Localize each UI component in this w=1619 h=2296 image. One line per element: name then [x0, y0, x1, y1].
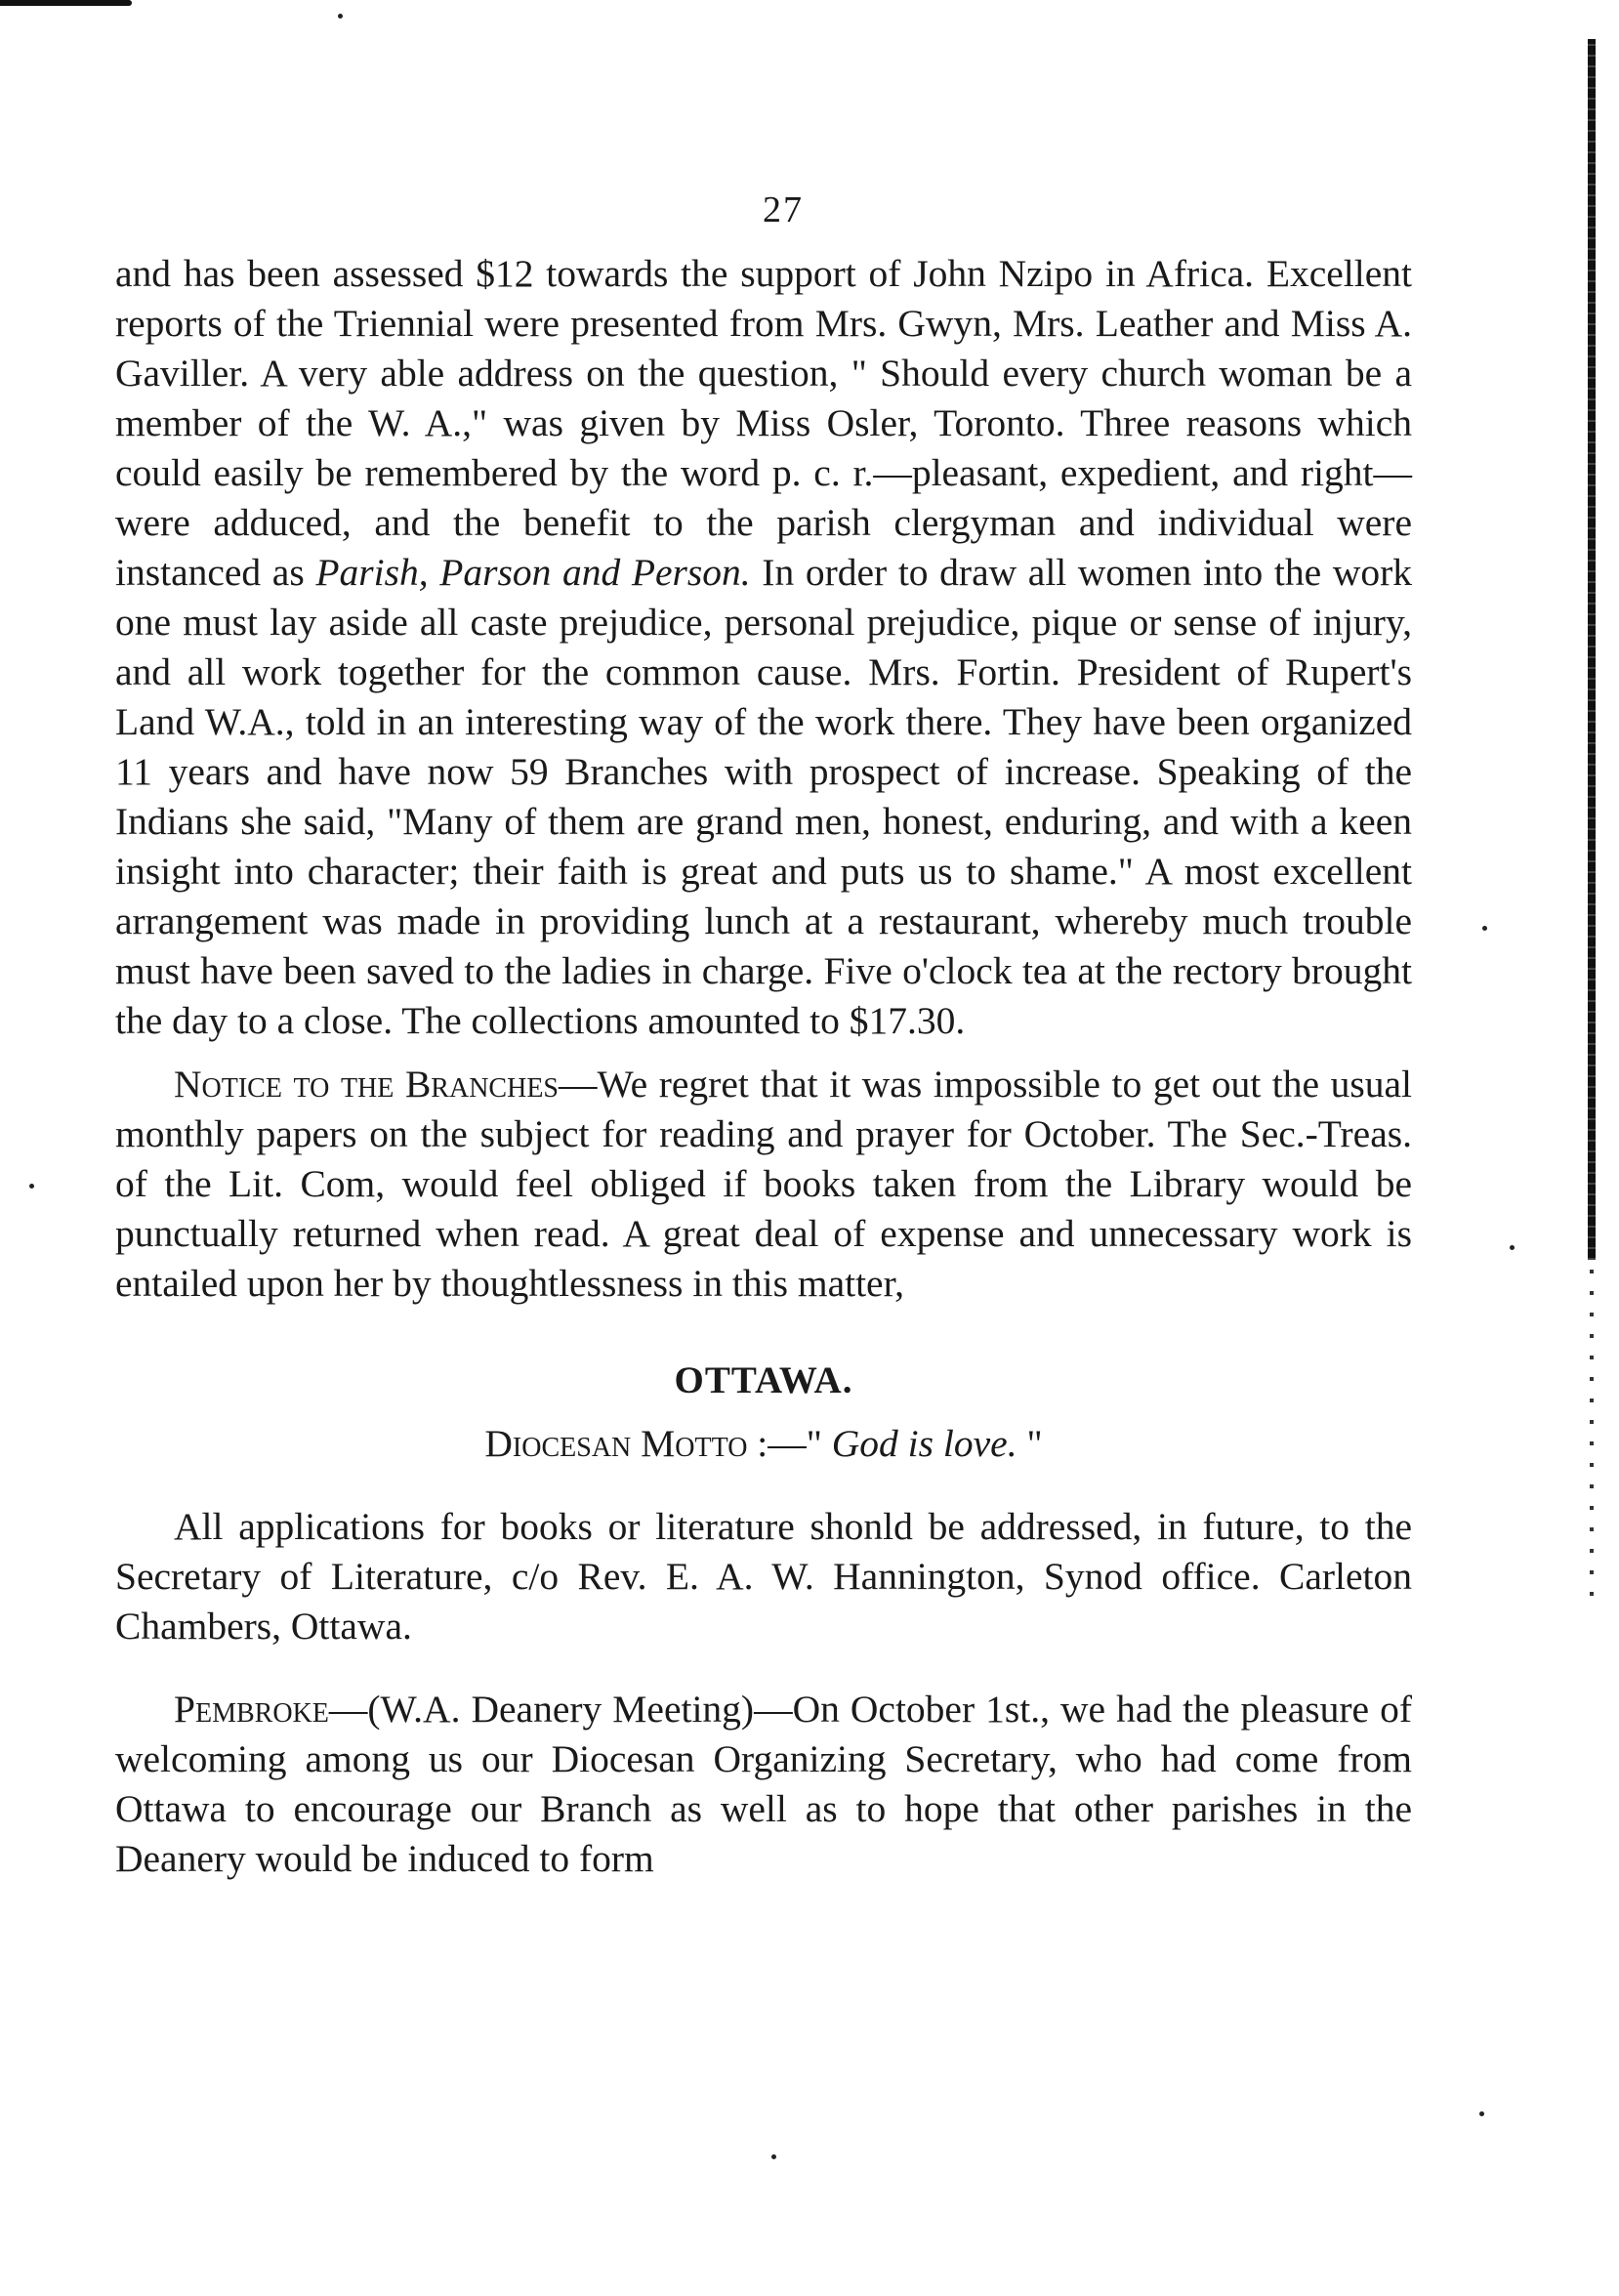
pembroke-paragraph — [115, 1685, 1412, 1884]
document-page — [115, 186, 1412, 1884]
diocesan-motto — [115, 1419, 1412, 1469]
motto-close: " — [1017, 1422, 1043, 1465]
applications-paragraph: All applications for books or literature shonld be addressed, in future, to the Secretary of Literature, c/o Rev. E. A. W. Hannington, Synod office. Carleton Chambers, Ottawa. — [115, 1505, 1412, 1648]
report-paragraph — [115, 249, 1412, 1046]
section-heading-ottawa: OTTAWA. — [674, 1359, 853, 1401]
binding-edge — [1588, 39, 1596, 1260]
binding-specks — [1590, 1270, 1594, 1602]
page-number: 27 — [763, 189, 804, 230]
scan-speck — [1479, 2111, 1484, 2116]
notice-paragraph — [115, 1060, 1412, 1309]
motto-label: Diocesan Motto — [484, 1422, 748, 1465]
scan-speck — [29, 1184, 34, 1189]
scan-speck — [1482, 926, 1487, 931]
motto-text: God is love. — [831, 1422, 1017, 1465]
report-text-end: In order to draw all women into the work one must lay aside all caste prejudice, personal prejudice, pique or sense of injury, and all work together for the common cause. Mrs. Fortin. President of Rupert's Land W.A., told in an interesting way of the work there. They have been organized 11 years and have now 59 Branches with prospect of increase. Speaking of the Indians she said, "Many of them are grand men, honest, enduring, and with a keen insight into character; their faith is great and puts us to shame." A most excellent arrangement was made in providing lunch at a restaurant, whereby much trouble must have been saved to the ladies in charge. Five o'clock tea at the rectory brought the day to a close. The collections amounted to $17.30. — [115, 551, 1412, 1042]
scan-speck — [1510, 1245, 1515, 1250]
report-italic-phrase: Parish, Parson and Person. — [315, 551, 751, 594]
motto-separator: :—" — [747, 1422, 832, 1465]
pembroke-text: —(W.A. Deanery Meeting)—On October 1st., we had the pleasure of welcoming among us our Diocesan Organizing Secretary, who had come from Ottawa to encourage our Branch as well as to hope that other parishes in the Deanery would be induced to form — [115, 1688, 1412, 1880]
report-text-start: and has been assessed $12 towards the support of John Nzipo in Africa. Excellent reports of the Triennial were presented from Mrs. Gwyn, Mrs. Leather and Miss A. Gaviller. A very able address on the question, " Should every church woman be a member of the W. A.," was given by Miss Osler, Toronto. Three reasons which could easily be remembered by the word p. c. r.—pleasant, expedient, and right—were adduced, and the benefit to the parish clergyman and individual were instanced as — [115, 252, 1412, 594]
notice-lead: Notice to the Branches — [174, 1063, 559, 1106]
scan-speck — [338, 14, 343, 19]
pembroke-lead: Pembroke — [174, 1688, 329, 1731]
scan-speck — [771, 2154, 776, 2159]
scan-edge-mark — [0, 0, 132, 6]
notice-text: —We regret that it was impossible to get out the usual monthly papers on the subject for reading and prayer for October. The Sec.-Treas. of the Lit. Com, would feel obliged if books taken from the Library would be punctually returned when read. A great deal of expense and unnecessary work is entailed upon her by thoughtlessness in this matter, — [115, 1063, 1412, 1305]
